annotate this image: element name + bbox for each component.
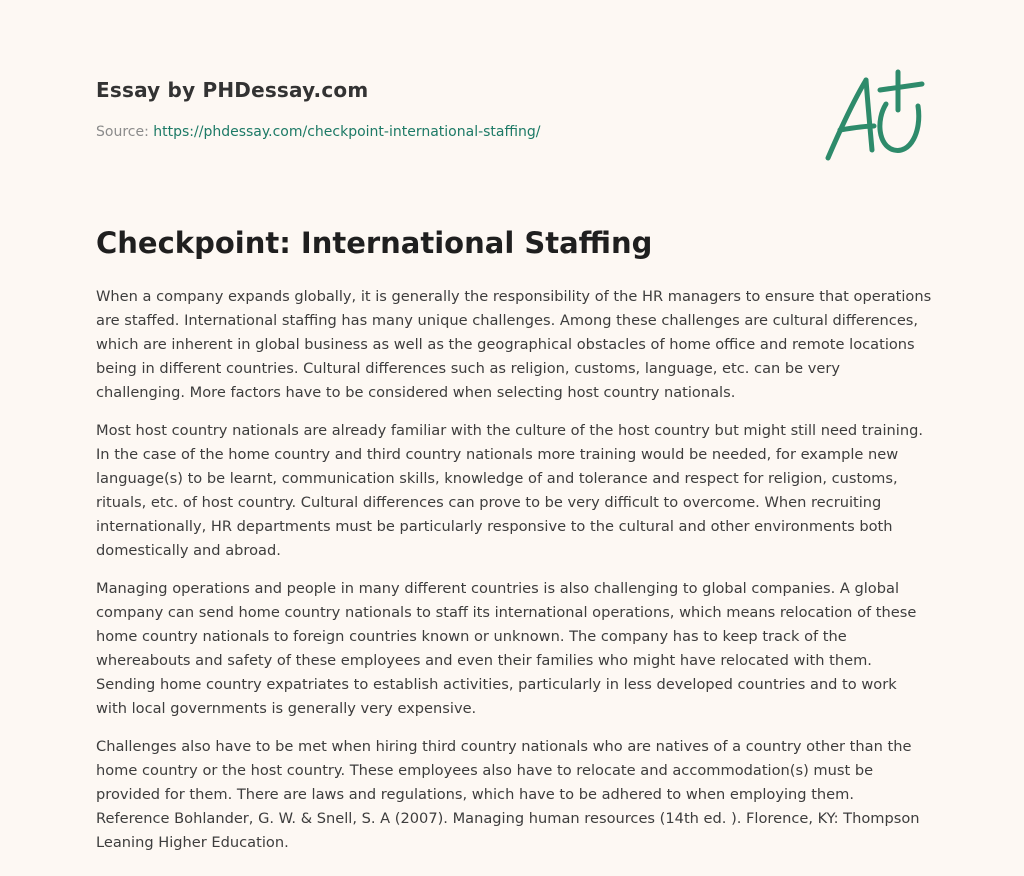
source-line bbox=[96, 124, 541, 140]
source-link[interactable]: https://phdessay.com/checkpoint-international-staffing/ bbox=[153, 124, 541, 140]
essay-body bbox=[96, 285, 932, 869]
essay-paragraph: Most host country nationals are already familiar with the culture of the host country but might still need training. In the case of the home country and third country nationals more training would be needed, for example new language(s) to be learnt, communication skills, knowledge of and tolerance and respect for religion, customs, rituals, etc. of host country. Cultural differences can prove to be very difficult to overcome. When recruiting internationally, HR departments must be particularly responsive to the cultural and other environments both domestically and abroad. bbox=[96, 422, 923, 559]
source-label: Source: bbox=[96, 124, 149, 140]
essay-title: Checkpoint: International Staffing bbox=[96, 226, 653, 260]
essay-paragraph: Challenges also have to be met when hiring third country nationals who are natives of a country other than the home country or the host country. These employees also have to relocate and accommodation(s) must be provided for them. There are laws and regulations, which have to be adhered to when employing them. Reference Bohlander, G. W. & Snell, S. A (2007). Managing human resources (14th ed. ). Florence, KY: Thompson Leaning Higher Education. bbox=[96, 738, 920, 851]
essay-paragraph: When a company expands globally, it is generally the responsibility of the HR managers to ensure that operations are staffed. International staffing has many unique challenges. Among these challenges are cultural differences, which are inherent in global business as well as the geographical obstacles of home office and remote locations being in different countries. Cultural differences such as religion, customs, language, etc. can be very challenging. More factors have to be considered when selecting host country nationals. bbox=[96, 288, 932, 401]
a-plus-grade-icon bbox=[822, 66, 932, 166]
site-brand: Essay by PHDessay.com bbox=[96, 78, 369, 102]
essay-paragraph: Managing operations and people in many different countries is also challenging to global companies. A global company can send home country nationals to staff its international operations, which means relocation of these home country nationals to foreign countries known or unknown. The company has to keep track of the whereabouts and safety of these employees and even their families who might have relocated with them. Sending home country expatriates to establish activities, particularly in less developed countries and to work with local governments is generally very expensive. bbox=[96, 580, 917, 717]
